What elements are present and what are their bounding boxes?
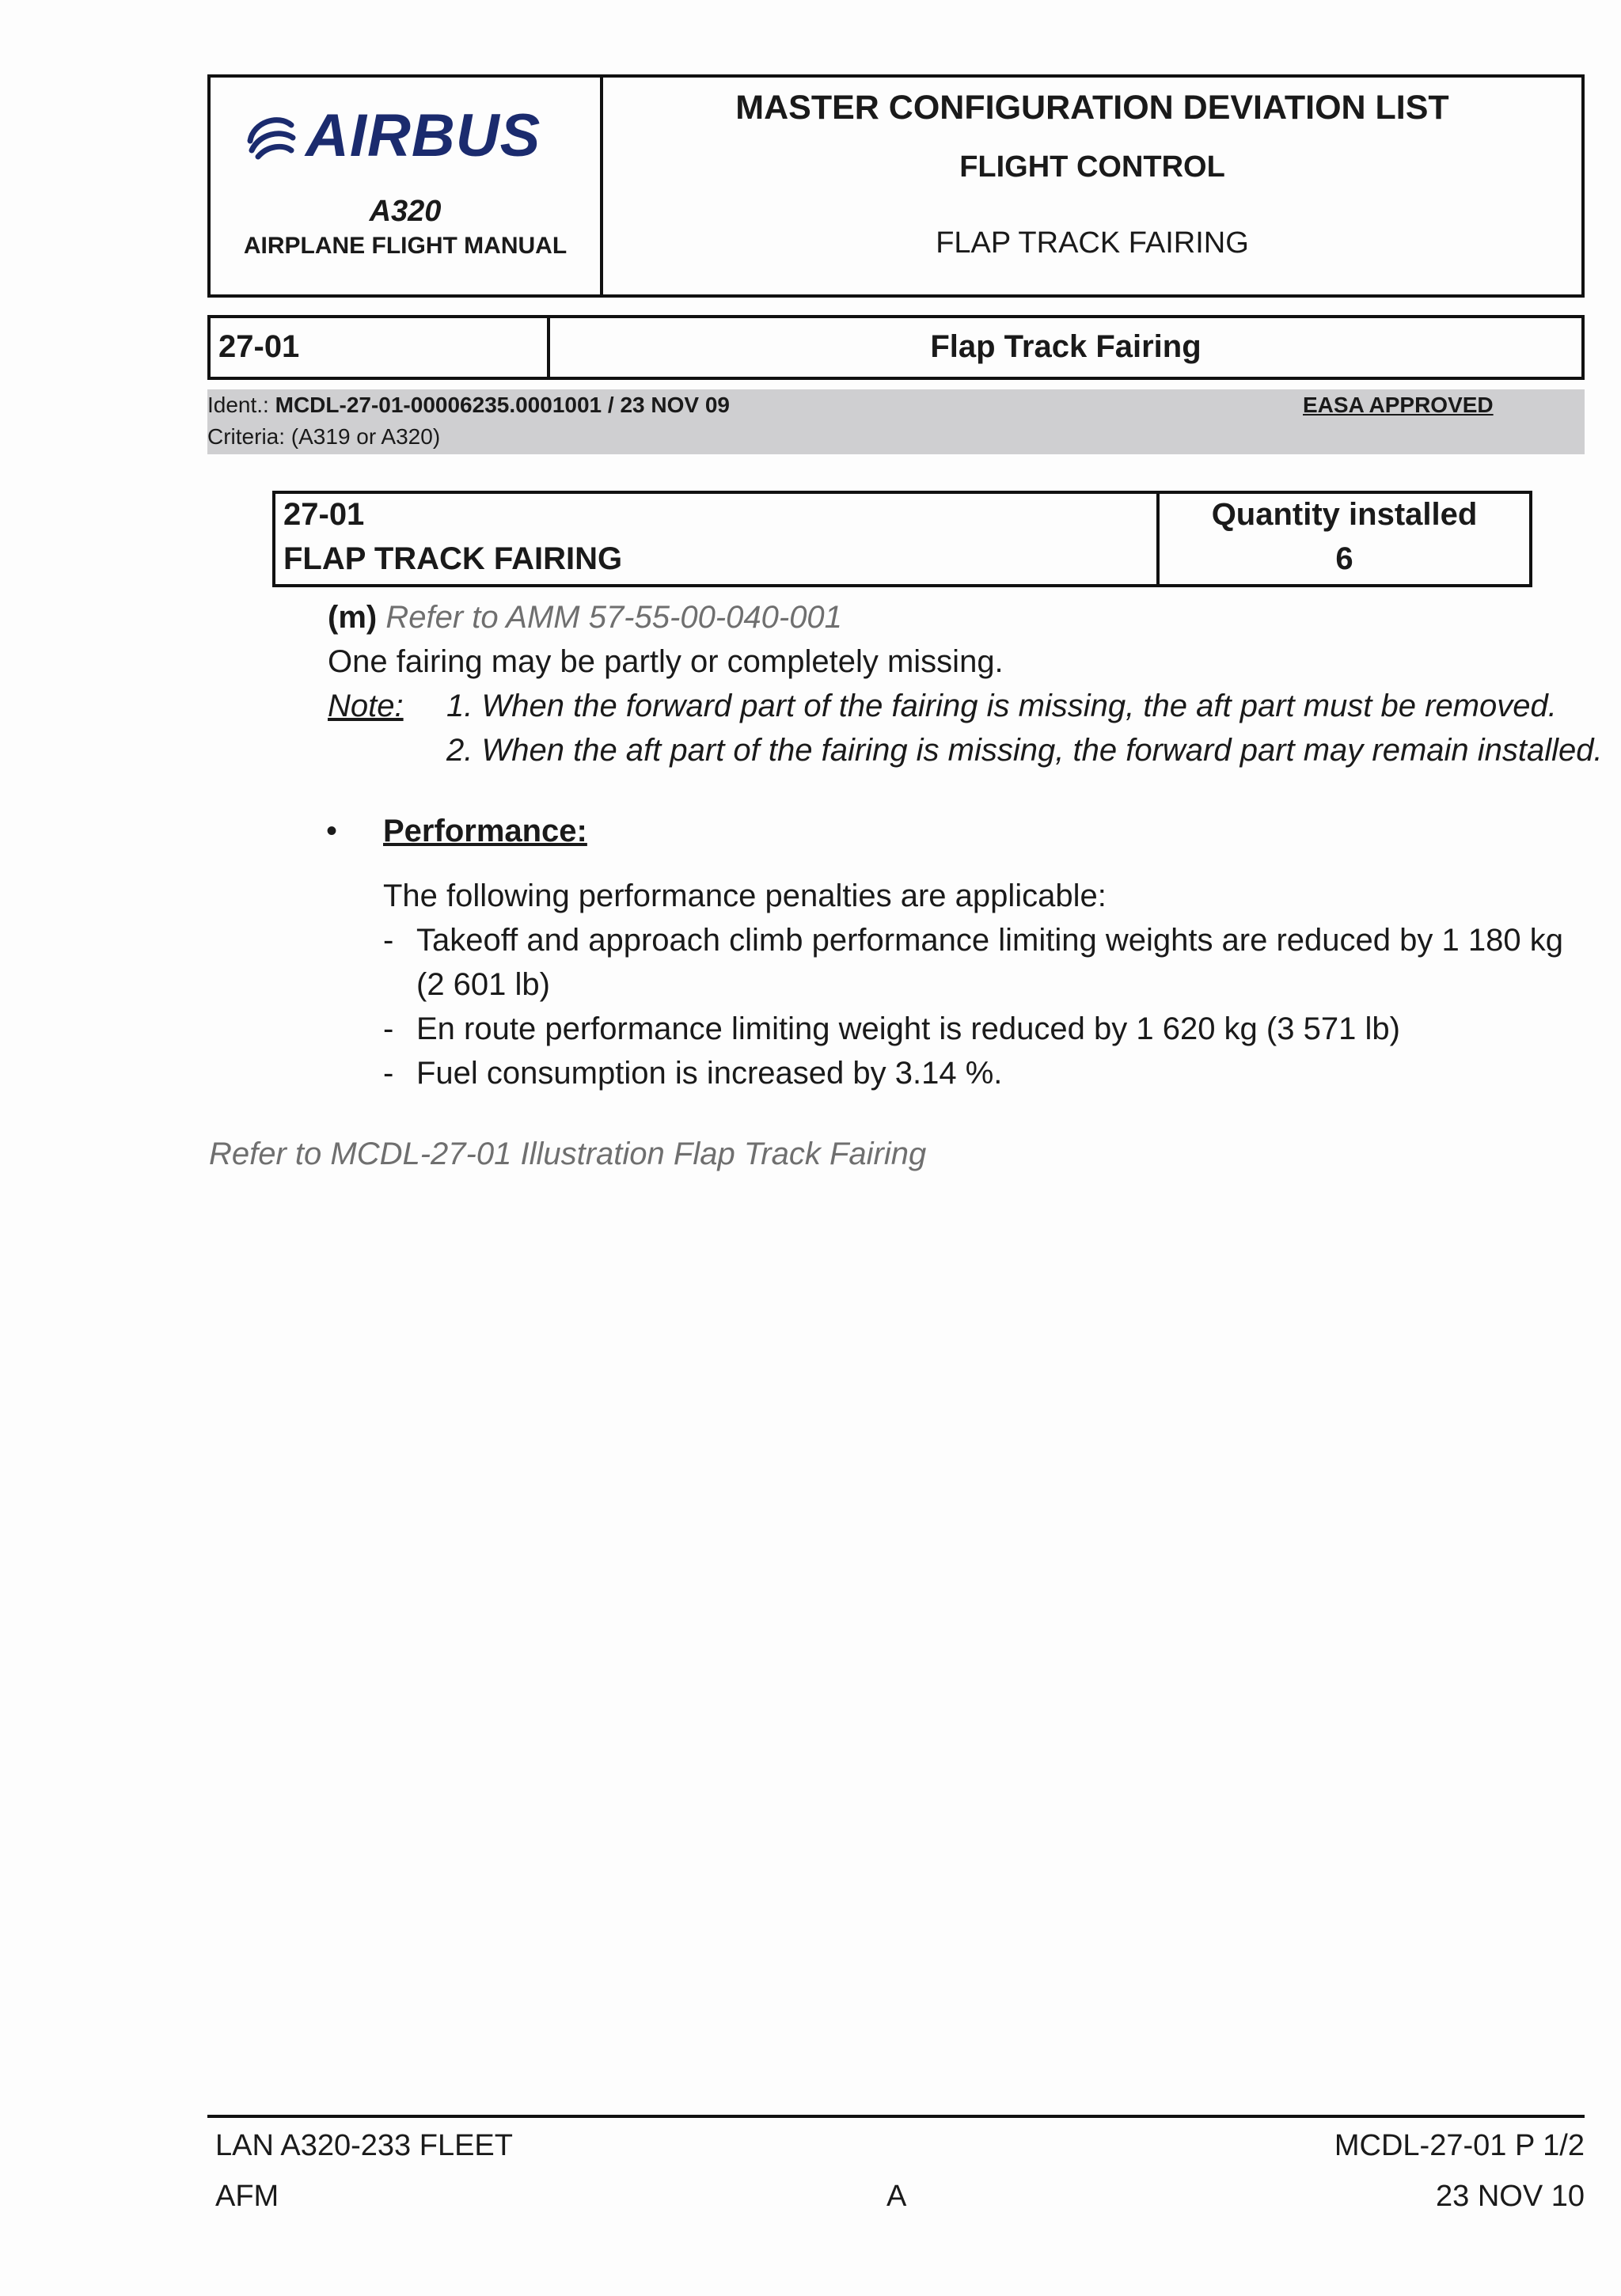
item-code: 27-01 — [283, 497, 365, 532]
maintenance-line — [328, 600, 842, 636]
list-title: MASTER CONFIGURATION DEVIATION LIST — [735, 89, 1449, 127]
illustration-reference-link[interactable]: Refer to MCDL-27-01 Illustration Flap Track Fairing — [209, 1137, 927, 1171]
ident-prefix: Ident.: — [207, 393, 269, 417]
section-bar — [207, 315, 1585, 380]
dash-marker: - — [383, 1056, 394, 1091]
performance-heading: Performance: — [383, 814, 587, 848]
note-1: 1. When the forward part of the fairing is missing, the aft part must be removed. — [446, 689, 1557, 723]
note-2: 2. When the aft part of the fairing is missing, the forward part may remain installed. — [446, 733, 1603, 768]
dash-marker: - — [383, 1011, 394, 1046]
quantity-label: Quantity installed — [1211, 497, 1478, 532]
footer-manual: AFM — [215, 2180, 279, 2213]
approval-status: EASA APPROVED — [1303, 393, 1494, 417]
header-box — [207, 74, 1585, 298]
ident-id: MCDL-27-01-00006235.0001001 / 23 NOV 09 — [275, 393, 730, 417]
penalty-1-continued: (2 601 lb) — [416, 967, 550, 1002]
airbus-logo — [242, 100, 575, 171]
header-logo-cell — [211, 78, 603, 294]
header-title-cell — [603, 78, 1581, 294]
item-box — [272, 491, 1532, 587]
amm-reference-link[interactable]: Refer to AMM 57-55-00-040-001 — [385, 600, 842, 635]
footer-fleet: LAN A320-233 FLEET — [215, 2129, 513, 2162]
dash-marker: - — [383, 923, 394, 958]
logo-text: AIRBUS — [306, 102, 541, 169]
ident-band — [207, 389, 1585, 454]
item-title: FLAP TRACK FAIRING — [936, 226, 1249, 260]
airbus-swirl-icon — [242, 106, 299, 163]
item-name: FLAP TRACK FAIRING — [283, 541, 623, 576]
penalty-1: Takeoff and approach climb performance limiting weights are reduced by 1 180 kg — [416, 923, 1563, 958]
quantity-value: 6 — [1335, 541, 1353, 576]
section-code: 27-01 — [218, 329, 300, 364]
note-label: Note: — [328, 689, 404, 723]
footer-page: MCDL-27-01 P 1/2 — [1334, 2129, 1585, 2162]
footer-date: 23 NOV 10 — [1436, 2180, 1585, 2213]
penalty-3: Fuel consumption is increased by 3.14 %. — [416, 1056, 1003, 1091]
manual-name: AIRPLANE FLIGHT MANUAL — [243, 233, 568, 259]
missing-fairing-statement: One fairing may be partly or completely missing. — [328, 644, 1004, 679]
ident-line — [207, 393, 730, 418]
aircraft-model: A320 — [369, 195, 442, 228]
penalty-intro: The following performance penalties are applicable: — [383, 879, 1107, 913]
criteria: Criteria: (A319 or A320) — [207, 424, 441, 449]
footer-rule — [207, 2115, 1585, 2118]
bullet-icon: • — [326, 814, 338, 848]
maintenance-tag: (m) — [328, 600, 378, 635]
section-title: Flap Track Fairing — [930, 329, 1202, 364]
penalty-2: En route performance limiting weight is reduced by 1 620 kg (3 571 lb) — [416, 1011, 1400, 1046]
footer-revision: A — [886, 2180, 907, 2213]
chapter-title: FLIGHT CONTROL — [959, 150, 1225, 184]
